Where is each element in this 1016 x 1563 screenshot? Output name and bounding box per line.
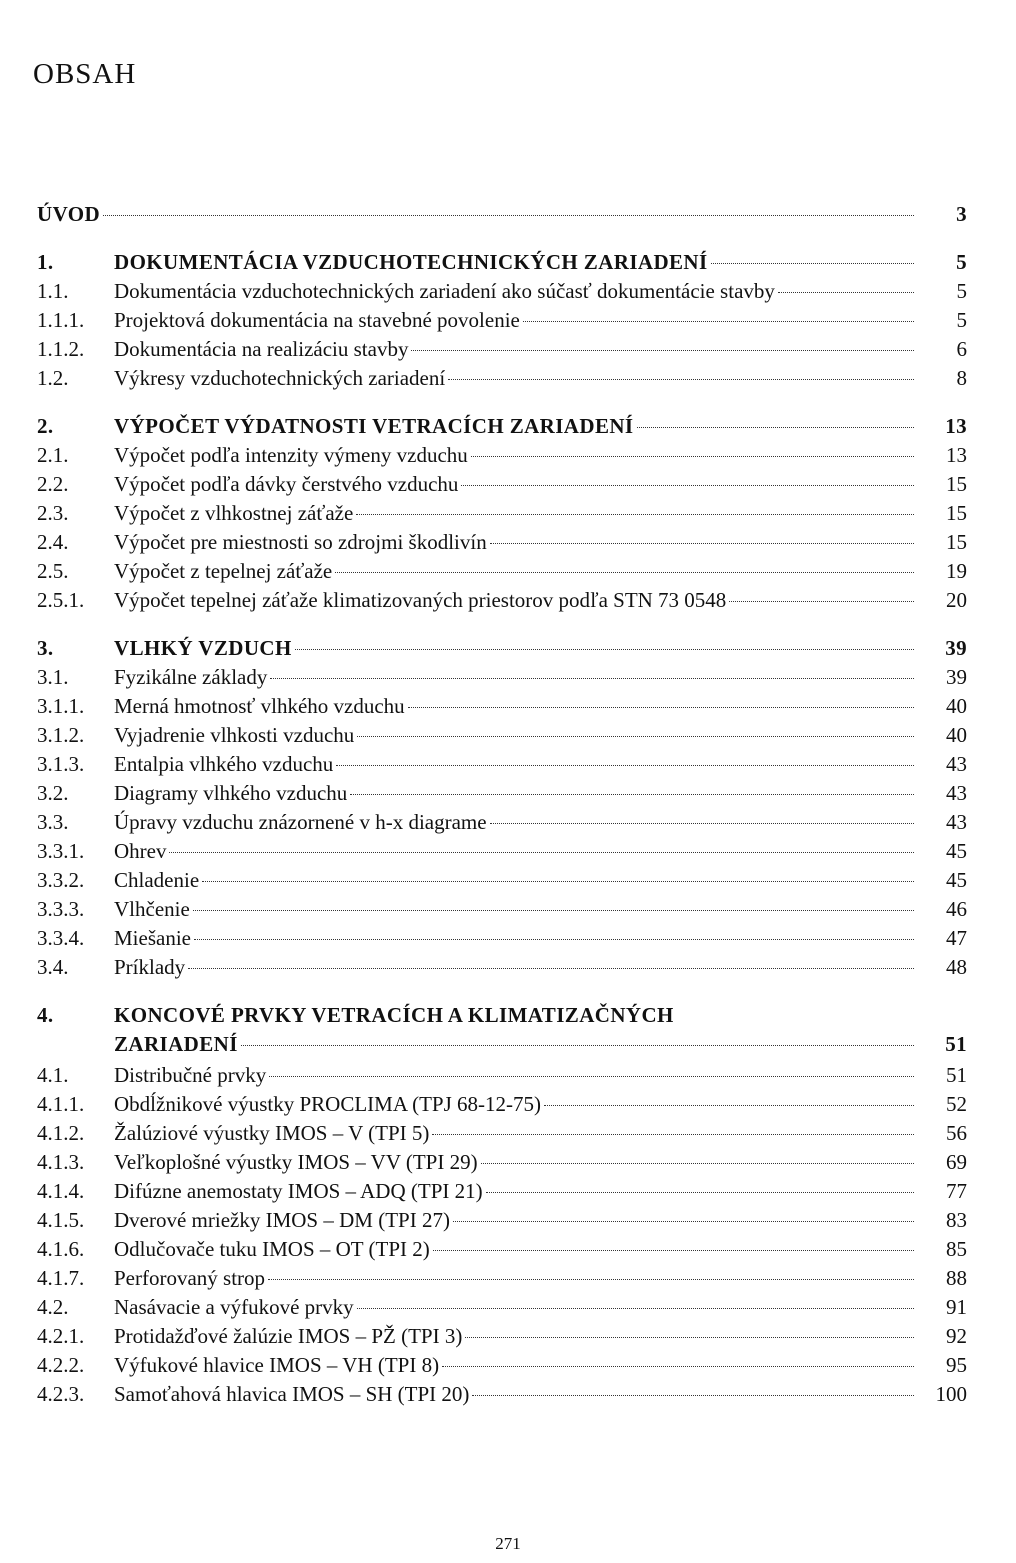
toc-entry-page: 40 [946,723,967,747]
toc-entry-number: 4.1.4. [37,1179,85,1203]
toc-entry-page: 95 [946,1353,967,1377]
toc-entry-title: Samoťahová hlavica IMOS – SH (TPI 20) [114,1382,470,1406]
toc-entry [37,1061,967,1090]
table-of-contents [37,200,967,1409]
toc-entry-page: 77 [946,1179,967,1203]
leader-dots [490,543,914,544]
toc-entry-number: 4.2.3. [37,1382,85,1406]
toc-entry [37,1351,967,1380]
toc-entry-title: Miešanie [114,926,191,950]
toc-entry [37,721,967,750]
toc-entry [37,364,967,393]
toc-entry-number: 1.1.1. [37,308,85,332]
toc-entry-title: Výpočet podľa dávky čerstvého vzduchu [114,472,459,496]
toc-entry-page: 69 [946,1150,967,1174]
toc-entry-page: 100 [935,1382,967,1406]
toc-entry-number: 1.2. [37,366,69,390]
toc-entry [37,895,967,924]
toc-entry-title: Projektová dokumentácia na stavebné povolenie [114,308,520,332]
leader-dots [448,379,914,380]
toc-entry-number: 3.3. [37,810,69,834]
toc-entry-page: 13 [945,414,967,438]
toc-entry [37,1001,967,1061]
toc-entry-title: Výkresy vzduchotechnických zariadení [114,366,446,390]
toc-entry-title: Výpočet z tepelnej záťaže [114,559,333,583]
toc-entry [37,1177,967,1206]
toc-entry [37,1293,967,1322]
toc-entry-number: 4.1.1. [37,1092,85,1116]
toc-entry-page: 8 [956,366,967,390]
toc-entry-page: 45 [946,839,967,863]
toc-entry [37,1206,967,1235]
leader-dots [335,572,914,573]
toc-entry-title: Merná hmotnosť vlhkého vzduchu [114,694,405,718]
leader-dots [486,1192,914,1193]
toc-entry-title: Výpočet pre miestnosti so zdrojmi škodlivín [114,530,487,554]
toc-entry-title-line1: KONCOVÉ PRVKY VETRACÍCH A KLIMATIZAČNÝCH [114,1003,674,1027]
toc-entry [37,750,967,779]
toc-entry-number: 3.4. [37,955,69,979]
leader-dots [637,427,915,428]
toc-entry-page: 6 [956,337,967,361]
leader-dots [357,1308,914,1309]
page-number: 271 [495,1534,521,1553]
toc-entry-page: 88 [946,1266,967,1290]
toc-entry-page: 56 [946,1121,967,1145]
toc-entry-number: 2. [37,414,54,438]
toc-entry-number: 1.1. [37,279,69,303]
toc-entry [37,837,967,866]
toc-entry-number: 3.1.1. [37,694,85,718]
toc-entry-title: Vlhčenie [114,897,190,921]
leader-dots [778,292,914,293]
toc-entry-number: 4.1.2. [37,1121,85,1145]
toc-entry-page: 5 [956,250,967,274]
toc-entry-page: 3 [956,202,967,226]
toc-entry-title: Príklady [114,955,186,979]
toc-entry-number: 3.1.2. [37,723,85,747]
toc-entry-title: Veľkoplošné výustky IMOS – VV (TPI 29) [114,1150,478,1174]
toc-entry [37,634,967,663]
leader-dots [465,1337,914,1338]
page-title: OBSAH [33,58,137,90]
toc-entry-number: 2.5.1. [37,588,85,612]
leader-dots [241,1045,914,1046]
toc-entry [37,306,967,335]
toc-entry [37,335,967,364]
toc-entry-title: Výpočet podľa intenzity výmeny vzduchu [114,443,468,467]
toc-entry-title: DOKUMENTÁCIA VZDUCHOTECHNICKÝCH ZARIADENÍ [114,250,708,274]
toc-entry-title: Úpravy vzduchu znázornené v h-x diagrame [114,810,487,834]
toc-entry-title: Diagramy vlhkého vzduchu [114,781,348,805]
toc-entry [37,924,967,953]
toc-entry-title: Protidažďové žalúzie IMOS – PŽ (TPI 3) [114,1324,463,1348]
leader-dots [268,1279,914,1280]
leader-dots [336,765,914,766]
toc-entry [37,953,967,982]
toc-entry-number: 3.3.4. [37,926,85,950]
leader-dots [269,1076,914,1077]
toc-entry-number: 3.3.3. [37,897,85,921]
leader-dots [408,707,914,708]
toc-entry-title: VÝPOČET VÝDATNOSTI VETRACÍCH ZARIADENÍ [114,414,634,438]
toc-entry-page: 85 [946,1237,967,1261]
toc-entry-number: 1.1.2. [37,337,85,361]
toc-entry-page: 5 [956,279,967,303]
toc-entry-number: 2.4. [37,530,69,554]
toc-entry-title: ZARIADENÍ [114,1032,238,1056]
toc-entry-page: 91 [946,1295,967,1319]
toc-entry-title: Výfukové hlavice IMOS – VH (TPI 8) [114,1353,440,1377]
toc-entry-page: 20 [946,588,967,612]
toc-entry [37,663,967,692]
toc-entry-page: 47 [946,926,967,950]
toc-entry-title: Chladenie [114,868,200,892]
toc-entry-title: Žalúziové výustky IMOS – V (TPI 5) [114,1121,430,1145]
leader-dots [544,1105,914,1106]
toc-entry-number: 3. [37,636,54,660]
toc-entry-page: 15 [946,501,967,525]
toc-entry-number: 4.1.7. [37,1266,85,1290]
toc-entry [37,1148,967,1177]
toc-entry-title: Výpočet z vlhkostnej záťaže [114,501,354,525]
leader-dots [411,350,914,351]
toc-entry-number: 4.1. [37,1063,69,1087]
toc-entry-title: VLHKÝ VZDUCH [114,636,292,660]
toc-entry-page: 83 [946,1208,967,1232]
toc-entry-title: ÚVOD [37,202,101,226]
toc-entry-number: 4.2.1. [37,1324,85,1348]
toc-entry [37,808,967,837]
toc-entry-page: 39 [946,665,967,689]
leader-dots [481,1163,914,1164]
toc-entry [37,1380,967,1409]
toc-entry-number: 4.2.2. [37,1353,85,1377]
toc-entry [37,586,967,615]
toc-entry-title: Difúzne anemostaty IMOS – ADQ (TPI 21) [114,1179,483,1203]
toc-entry [37,248,967,277]
toc-entry-number: 3.2. [37,781,69,805]
toc-entry [37,499,967,528]
toc-entry [37,866,967,895]
toc-entry-title: Výpočet tepelnej záťaže klimatizovaných priestorov podľa STN 73 0548 [114,588,727,612]
toc-entry [37,528,967,557]
toc-entry-page: 45 [946,868,967,892]
leader-dots [490,823,914,824]
toc-entry [37,1235,967,1264]
leader-dots [202,881,914,882]
toc-entry-number: 4.2. [37,1295,69,1319]
leader-dots [356,514,914,515]
toc-entry-title: Dokumentácia na realizáciu stavby [114,337,409,361]
toc-entry-page: 13 [946,443,967,467]
toc-entry-page: 39 [945,636,967,660]
leader-dots [295,649,914,650]
toc-entry [37,779,967,808]
toc-entry [37,1264,967,1293]
leader-dots [523,321,914,322]
toc-entry [37,441,967,470]
leader-dots [729,601,914,602]
toc-entry-number: 1. [37,250,54,274]
toc-entry-number: 2.5. [37,559,69,583]
leader-dots [433,1250,914,1251]
leader-dots [188,968,914,969]
toc-entry-number: 2.1. [37,443,69,467]
toc-entry [37,470,967,499]
toc-entry [37,1119,967,1148]
leader-dots [270,678,914,679]
toc-entry-page: 51 [946,1063,967,1087]
leader-dots [711,263,914,264]
toc-entry [37,557,967,586]
toc-entry-number: 2.3. [37,501,69,525]
toc-entry [37,200,967,229]
toc-entry-page: 15 [946,472,967,496]
leader-dots [350,794,914,795]
leader-dots [471,456,914,457]
toc-entry-page: 43 [946,810,967,834]
toc-entry-page: 92 [946,1324,967,1348]
toc-entry-title: Fyzikálne základy [114,665,268,689]
toc-entry-page: 46 [946,897,967,921]
toc-entry-title: Odlučovače tuku IMOS – OT (TPI 2) [114,1237,430,1261]
toc-entry-title: Dverové mriežky IMOS – DM (TPI 27) [114,1208,450,1232]
toc-entry-number: 2.2. [37,472,69,496]
toc-entry-page: 40 [946,694,967,718]
toc-entry-title: Ohrev [114,839,167,863]
toc-entry-page: 48 [946,955,967,979]
toc-entry [37,692,967,721]
toc-entry-number: 3.1.3. [37,752,85,776]
toc-entry-title: Vyjadrenie vlhkosti vzduchu [114,723,355,747]
toc-entry-page: 52 [946,1092,967,1116]
toc-entry-number: 4. [37,1003,54,1027]
toc-entry [37,412,967,441]
toc-entry-title: Nasávacie a výfukové prvky [114,1295,354,1319]
leader-dots [432,1134,914,1135]
toc-entry-title: Entalpia vlhkého vzduchu [114,752,334,776]
leader-dots [193,910,914,911]
leader-dots [357,736,914,737]
leader-dots [169,852,914,853]
toc-entry-number: 4.1.3. [37,1150,85,1174]
toc-entry-title: Dokumentácia vzduchotechnických zariadení ako súčasť dokumentácie stavby [114,279,775,303]
toc-entry-page: 43 [946,781,967,805]
toc-entry [37,1322,967,1351]
toc-entry-number: 3.1. [37,665,69,689]
leader-dots [453,1221,914,1222]
toc-entry-page: 5 [956,308,967,332]
toc-entry-page: 19 [946,559,967,583]
toc-entry-page: 15 [946,530,967,554]
leader-dots [461,485,914,486]
toc-entry-title: Perforovaný strop [114,1266,266,1290]
leader-dots [103,215,914,216]
toc-entry-title: Distribučné prvky [114,1063,267,1087]
leader-dots [194,939,914,940]
toc-entry-number: 4.1.5. [37,1208,85,1232]
toc-entry-number: 4.1.6. [37,1237,85,1261]
toc-entry [37,1090,967,1119]
toc-entry-page: 43 [946,752,967,776]
toc-entry-title: Obdĺžnikové výustky PROCLIMA (TPJ 68-12-75) [114,1092,541,1116]
toc-entry-page: 51 [945,1032,967,1056]
toc-entry-number: 3.3.2. [37,868,85,892]
toc-entry [37,277,967,306]
leader-dots [472,1395,914,1396]
leader-dots [442,1366,914,1367]
toc-entry-number: 3.3.1. [37,839,85,863]
